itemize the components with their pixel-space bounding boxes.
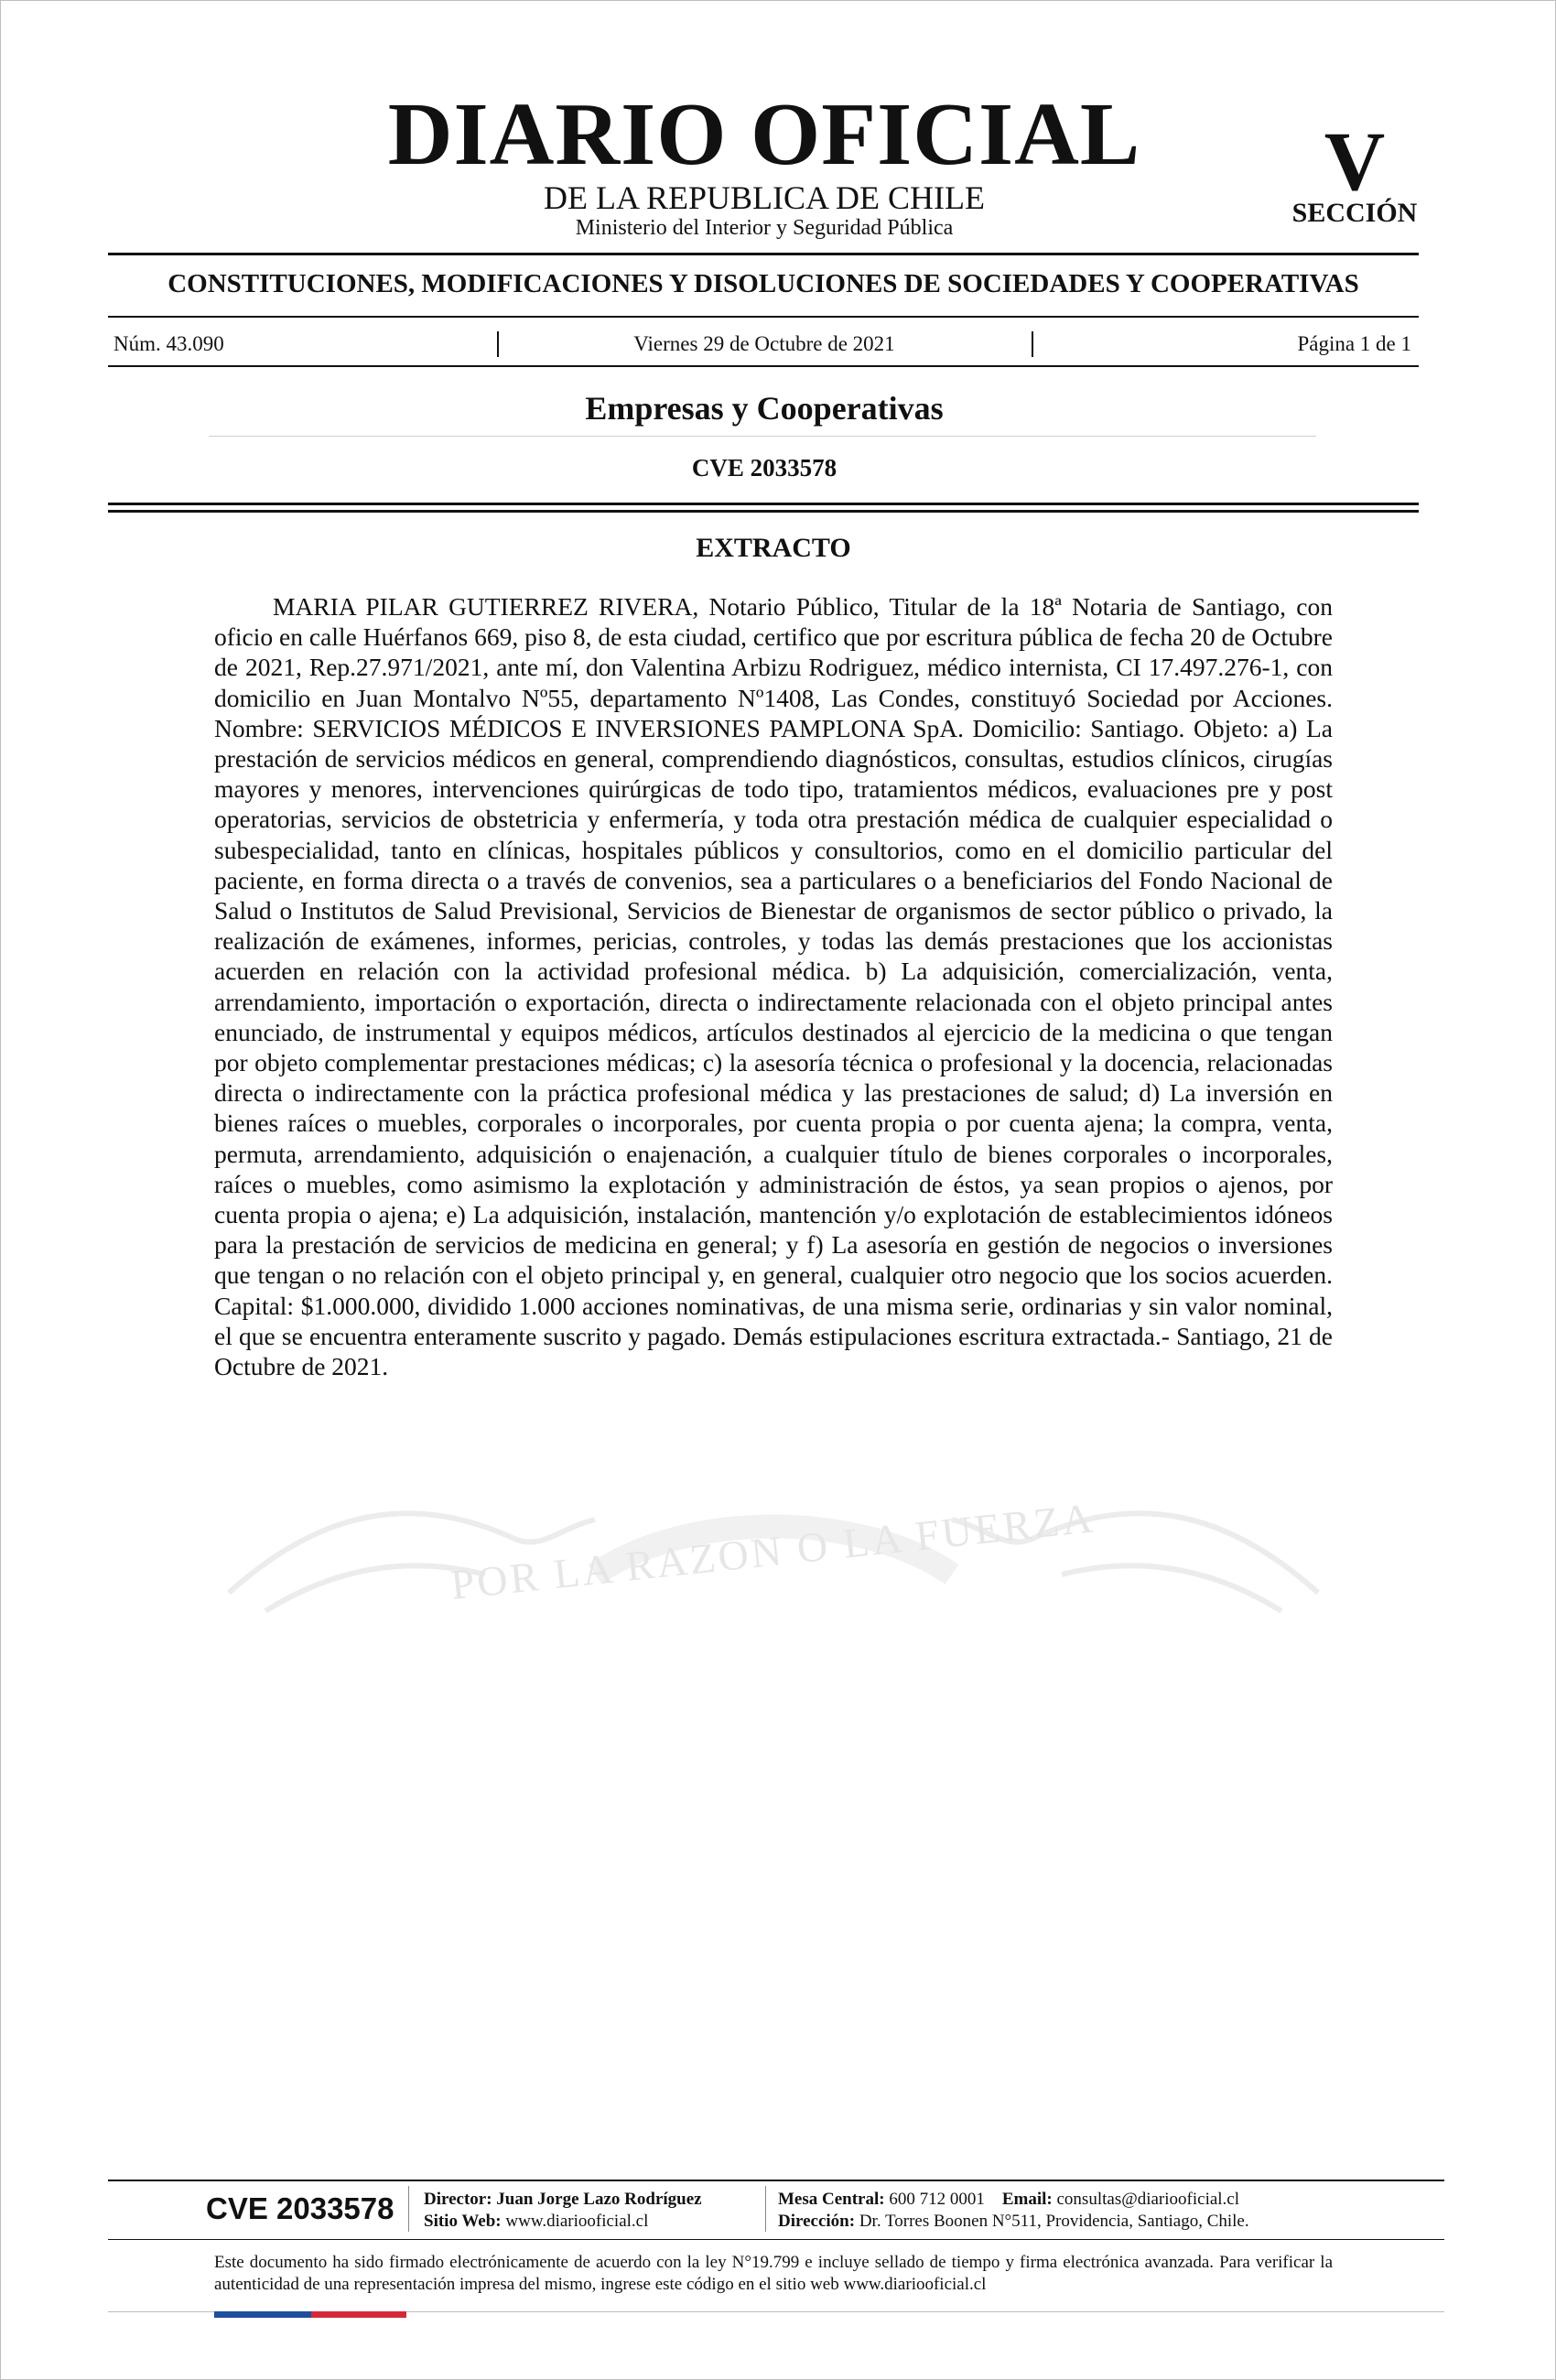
- masthead-title: DIARIO OFICIAL: [387, 85, 1141, 184]
- footer-contact-block: [778, 2189, 1249, 2233]
- section-heading: Empresas y Cooperativas: [585, 390, 944, 427]
- double-rule: [108, 503, 1419, 505]
- section-label: SECCIÓN: [1291, 198, 1418, 228]
- footer-separator: [408, 2186, 409, 2232]
- footer-rule: [108, 2180, 1444, 2181]
- site-label: Sitio Web:: [424, 2212, 502, 2231]
- address-value: Dr. Torres Boonen N°511, Providencia, Santiago, Chile.: [859, 2212, 1249, 2231]
- double-rule: [108, 510, 1419, 513]
- mesa-phone: 600 712 0001: [889, 2190, 985, 2209]
- address-label: Dirección:: [778, 2212, 856, 2231]
- director-label: Director:: [424, 2190, 492, 2209]
- flag-stripe-blue: [214, 2311, 311, 2318]
- site-link[interactable]: www.diariooficial.cl: [505, 2212, 649, 2231]
- extract-body: MARIA PILAR GUTIERREZ RIVERA, Notario Público, Titular de la 18ª Notaria de Santiago, con oficio en calle Huérfanos 669, piso 8, de esta ciudad, certifico que por escritura pública de fecha 20 de Octubre de 2021, Rep.27.971/2021, ante mí, don Valentina Arbizu Rodriguez, médico internista, CI 17.497.276-1, con domicilio en Juan Montalvo Nº55, departamento Nº1408, Las Condes, constituyó Sociedad por Acciones. Nombre: SERVICIOS MÉDICOS E INVERSIONES PAMPLONA SpA. Domicilio: Santiago. Objeto: a) La prestación de servicios médicos en general, comprendiendo diagnósticos, consultas, estudios clínicos, cirugías mayores y menores, intervenciones quirúrgicas de todo tipo, tratamientos médicos, evaluaciones pre y post operatorias, servicios de obstetricia y enfermería, y toda otra prestación médica de cualquier especialidad o subespecialidad, tanto en clínicas, hospitales públicos y consultorios, como en el domicilio particular del paciente, en forma directa o a través de convenios, sea a particulares o a beneficiarios del Fondo Nacional de Salud o Institutos de Salud Previsional, Servicios de Bienestar de organismos de sector público o privado, la realización de exámenes, informes, pericias, controles, y todas las demás prestaciones que los accionistas acuerden en relación con la actividad profesional médica. b) La adquisición, comercialización, venta, arrendamiento, importación o exportación, directa o indirectamente relacionada con el objeto principal antes enunciado, de instrumental y equipos médicos, artículos destinados al ejercicio de la medicina o que tengan por objeto complementar prestaciones médicas; c) la asesoría técnica o profesional y la docencia, relacionadas directa o indirectamente con la práctica profesional médica y las prestaciones de salud; d) La inversión en bienes raíces o muebles, corporales o incorporales, por cuenta propia o por cuenta ajena; la compra, venta, permuta, arrendamiento, adquisición o enajenación, a cualquier título de bienes corporales o incorporales, raíces o muebles, como asimismo la explotación y administración de éstos, ya sean propios o ajenos, por cuenta propia o ajena; e) La adquisición, instalación, mantención y/o explotación de establecimientos idóneos para la prestación de servicios de medicina en general; y f) La asesoría en gestión de negocios o inversiones que tengan o no relación con el objeto principal y, en general, cualquier otro negocio que los socios acuerden. Capital: $1.000.000, dividido 1.000 acciones nominativas, de una misma serie, ordinarias y sin valor nominal, el que se encuentra enteramente suscrito y pagado. Demás estipulaciones escritura extractada.- Santiago, 21 de Octubre de 2021.: [214, 592, 1333, 1381]
- masthead-subtitle: DE LA REPUBLICA DE CHILE: [544, 179, 985, 216]
- email-label: Email:: [1001, 2190, 1053, 2209]
- meta-rule: [108, 365, 1419, 367]
- ministry-line: Ministerio del Interior y Seguridad Pública: [575, 216, 954, 240]
- document-title: EXTRACTO: [696, 533, 851, 563]
- legal-notice: Este documento ha sido firmado electrónicamente de acuerdo con la ley N°19.799 e incluye sellado de tiempo y firma electrónica avanzada. Para verificar la autenticidad de una representación impresa del mismo, ingrese este código en el sitio web www.diariooficial.cl: [214, 2253, 1333, 2294]
- cve-code: CVE 2033578: [691, 454, 837, 481]
- section-divider: [209, 436, 1316, 437]
- email-link[interactable]: consultas@diariooficial.cl: [1056, 2190, 1240, 2209]
- page-count: Página 1 de 1: [1297, 332, 1411, 355]
- meta-separator: [1032, 331, 1033, 357]
- footer-cve-code: CVE 2033578: [206, 2191, 394, 2225]
- watermark-motto: POR LA RAZON O LA FUERZA: [448, 1494, 1097, 1608]
- section-number: V: [1324, 114, 1386, 208]
- mesa-label: Mesa Central:: [778, 2190, 885, 2209]
- issue-date: Viernes 29 de Octubre de 2021: [633, 332, 895, 355]
- flag-stripe-red: [311, 2311, 406, 2318]
- footer-separator: [765, 2186, 766, 2232]
- director-name: Juan Jorge Lazo Rodríguez: [496, 2190, 702, 2209]
- footer-director-block: [424, 2189, 702, 2233]
- issue-number: Núm. 43.090: [113, 332, 224, 355]
- footer-rule-thin: [108, 2239, 1444, 2240]
- header-rule: [108, 253, 1419, 255]
- category-rule: [108, 316, 1419, 318]
- category-heading: CONSTITUCIONES, MODIFICACIONES Y DISOLUCIONES DE SOCIEDADES Y COOPERATIVAS: [167, 269, 1359, 298]
- coat-of-arms-watermark: [211, 1455, 1336, 1639]
